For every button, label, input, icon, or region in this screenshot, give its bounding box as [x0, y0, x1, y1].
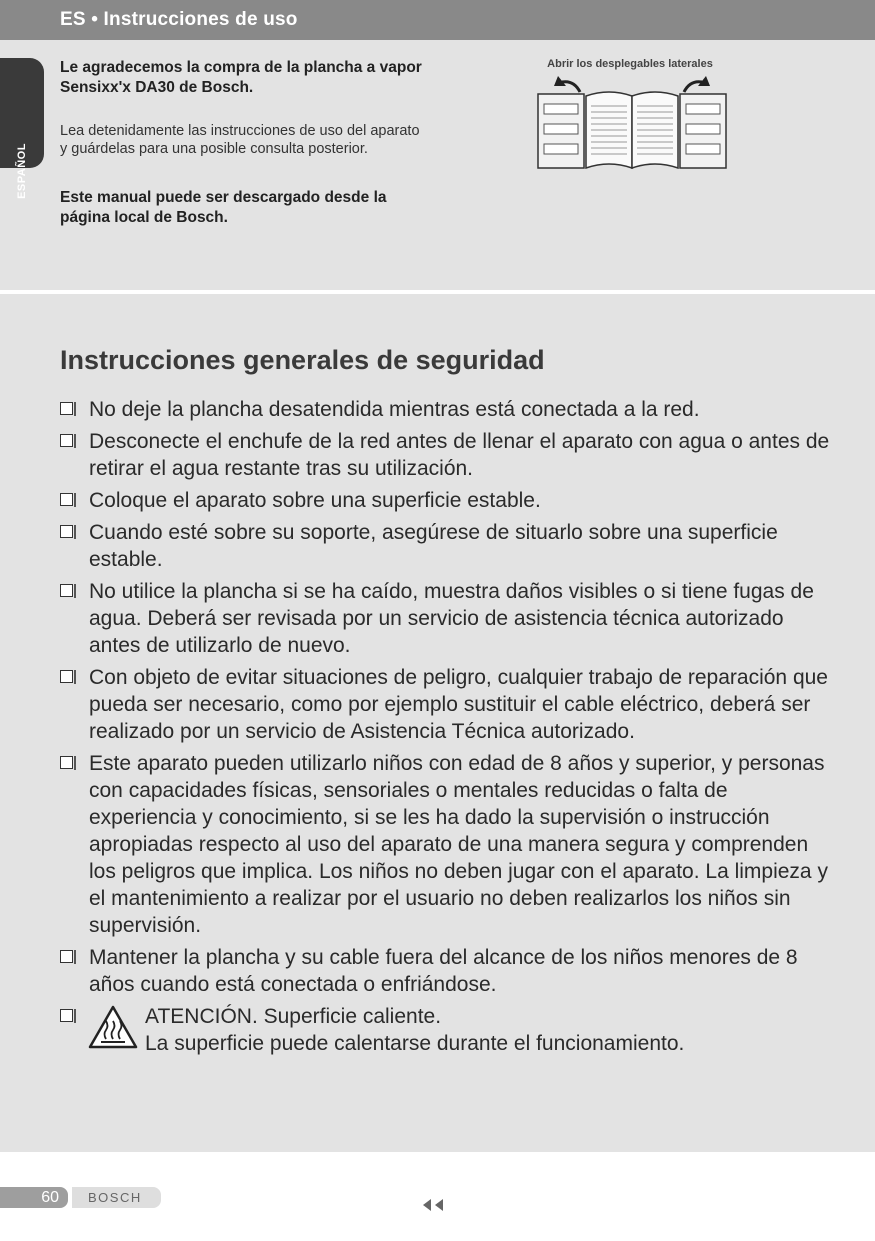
page-number: 60	[41, 1189, 59, 1206]
checkbox-bullet-icon	[60, 434, 73, 447]
safety-list	[60, 396, 830, 1062]
list-item: Este aparato pueden utilizarlo niños con edad de 8 años y superior, y personas con capacidades físicas, sensoriales o mentales reducidas o falta de experiencia y conocimiento, si se les ha dado la supervisión o instrucción apropiadas respecto al uso del aparato de una manera segura y comprenden los peligros que implica. Los niños no deben jugar con el aparato. La limpieza y el mantenimiento a realizar por el usuario no deben realizarlos los niños sin supervisión.	[60, 750, 830, 939]
checkbox-bullet-icon	[60, 525, 73, 538]
checkbox-bullet-icon	[60, 756, 73, 769]
list-item: Desconecte el enchufe de la red antes de llenar el aparato con agua o antes de retirar el agua restante tras su utilización.	[60, 428, 830, 482]
checkbox-bullet-icon	[60, 584, 73, 597]
foldout-booklet-icon	[536, 76, 728, 172]
figure-caption: Abrir los desplegables laterales	[547, 58, 713, 70]
list-item: Coloque el aparato sobre una superficie estable.	[60, 487, 830, 514]
language-label: ESPAÑOL	[16, 143, 28, 199]
safety-section	[0, 294, 875, 1152]
list-item: Mantener la plancha y su cable fuera del alcance de los niños menores de 8 años cuando está conectada o enfriándose.	[60, 944, 830, 998]
safety-title: Instrucciones generales de seguridad	[60, 345, 545, 375]
list-item: Con objeto de evitar situaciones de peligro, cualquier trabajo de reparación que pueda ser necesario, como por ejemplo sustituir el cable eléctrico, deberá ser realizado por un servicio de Asistencia Técnica autorizado.	[60, 664, 830, 745]
double-arrow-left-icon[interactable]	[421, 1197, 449, 1213]
intro-download-note: Este manual puede ser descargado desde la página local de Bosch.	[60, 189, 387, 226]
hot-surface-warning-icon	[88, 1005, 138, 1049]
header-title: ES • Instrucciones de uso	[60, 9, 298, 30]
intro-thanks: Le agradecemos la compra de la plancha a vapor Sensixx'x DA30 de Bosch.	[60, 59, 422, 96]
checkbox-bullet-icon	[60, 493, 73, 506]
checkbox-bullet-icon	[60, 402, 73, 415]
warning-item	[60, 1003, 830, 1057]
brand-label: BOSCH	[88, 1190, 142, 1205]
intro-read-instructions: Lea detenidamente las instrucciones de uso del aparato y guárdelas para una posible consulta posterior.	[60, 123, 420, 157]
checkbox-bullet-icon	[60, 670, 73, 683]
page-number-tab	[0, 1187, 68, 1208]
list-item: No deje la plancha desatendida mientras está conectada a la red.	[60, 396, 830, 423]
warning-line-2: La superficie puede calentarse durante el funcionamiento.	[145, 1032, 685, 1055]
list-item: Cuando esté sobre su soporte, asegúrese de situarlo sobre una superficie estable.	[60, 519, 830, 573]
brand-tab	[72, 1187, 161, 1208]
checkbox-bullet-icon	[60, 1009, 73, 1022]
language-tab	[0, 58, 44, 199]
list-item: No utilice la plancha si se ha caído, muestra daños visibles o si tiene fugas de agua. Deberá ser revisada por un servicio de asistencia técnica autorizado antes de utilizarlo de nuevo.	[60, 578, 830, 659]
page-header	[0, 0, 875, 40]
warning-line-1: ATENCIÓN. Superficie caliente.	[145, 1005, 442, 1028]
checkbox-bullet-icon	[60, 950, 73, 963]
